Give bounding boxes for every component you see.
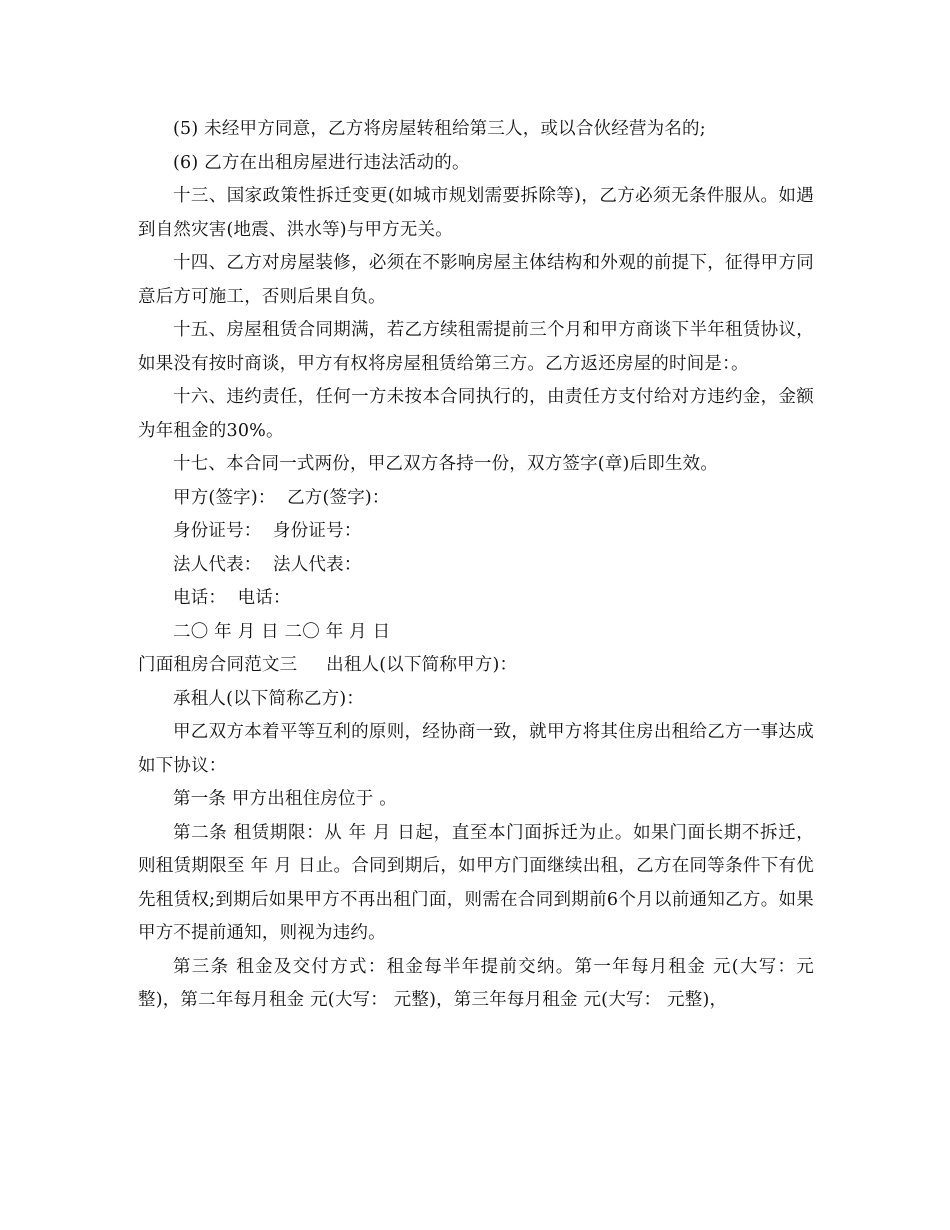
article-2: 第二条 租赁期限：从 年 月 日起，直至本门面拆迁为止。如果门面长期不拆迁，则租赁期限至 年 月 日止。合同到期后，如甲方门面继续出租，乙方在同等条件下有优先租赁权;到期后如果甲方不再出租门面，则需在合同到期前6个月以前通知乙方。如果甲方不提前通知，则视为违约。 — [138, 822, 814, 943]
clause-14: 十四、乙方对房屋装修，必须在不影响房屋主体结构和外观的前提下，征得甲方同意后方可施工，否则后果自负。 — [138, 253, 814, 307]
clause-13: 十三、国家政策性拆迁变更(如城市规划需要拆除等)，乙方必须无条件服从。如遇到自然灾害(地震、洪水等)与甲方无关。 — [138, 186, 814, 240]
document-body — [138, 113, 814, 1018]
lessee-line: 承租人(以下简称乙方)： — [173, 688, 365, 709]
clause-16: 十六、违约责任，任何一方未按本合同执行的，由责任方支付给对方违约金，金额为年租金的30%。 — [138, 387, 814, 441]
clause-17: 十七、本合同一式两份，甲乙双方各持一份，双方签字(章)后即生效。 — [173, 454, 719, 474]
article-1: 第一条 甲方出租住房位于 。 — [173, 789, 397, 809]
legal-rep-line: 法人代表： 法人代表： — [173, 554, 362, 575]
clause-6: (6) 乙方在出租房屋进行违法活动的。 — [173, 152, 470, 173]
section-title-sample-3: 门面租房合同范文三 出租人(以下简称甲方)： — [138, 655, 518, 675]
clause-5: (5) 未经甲方同意，乙方将房屋转租给第三人，或以合伙经营为名的; — [173, 119, 706, 139]
phone-line: 电话： 电话： — [173, 588, 291, 608]
clause-15: 十五、房屋租赁合同期满，若乙方续租需提前三个月和甲方商谈下半年租赁协议，如果没有按时商谈，甲方有权将房屋租赁给第三方。乙方返还房屋的时间是：。 — [138, 320, 814, 374]
agreement-intro: 甲乙双方本着平等互利的原则，经协商一致，就甲方将其住房出租给乙方一事达成如下协议： — [138, 722, 814, 776]
signature-line: 甲方(签字)： 乙方(签字)： — [173, 487, 390, 508]
date-line: 二〇 年 月 日 二〇 年 月 日 — [173, 621, 391, 642]
article-3: 第三条 租金及交付方式：租金每半年提前交纳。第一年每月租金 元(大写：元整)，第二年每月租金 元(大写： 元整)，第三年每月租金 元(大写： 元整)， — [138, 956, 814, 1010]
id-number-line: 身份证号： 身份证号： — [173, 521, 362, 541]
